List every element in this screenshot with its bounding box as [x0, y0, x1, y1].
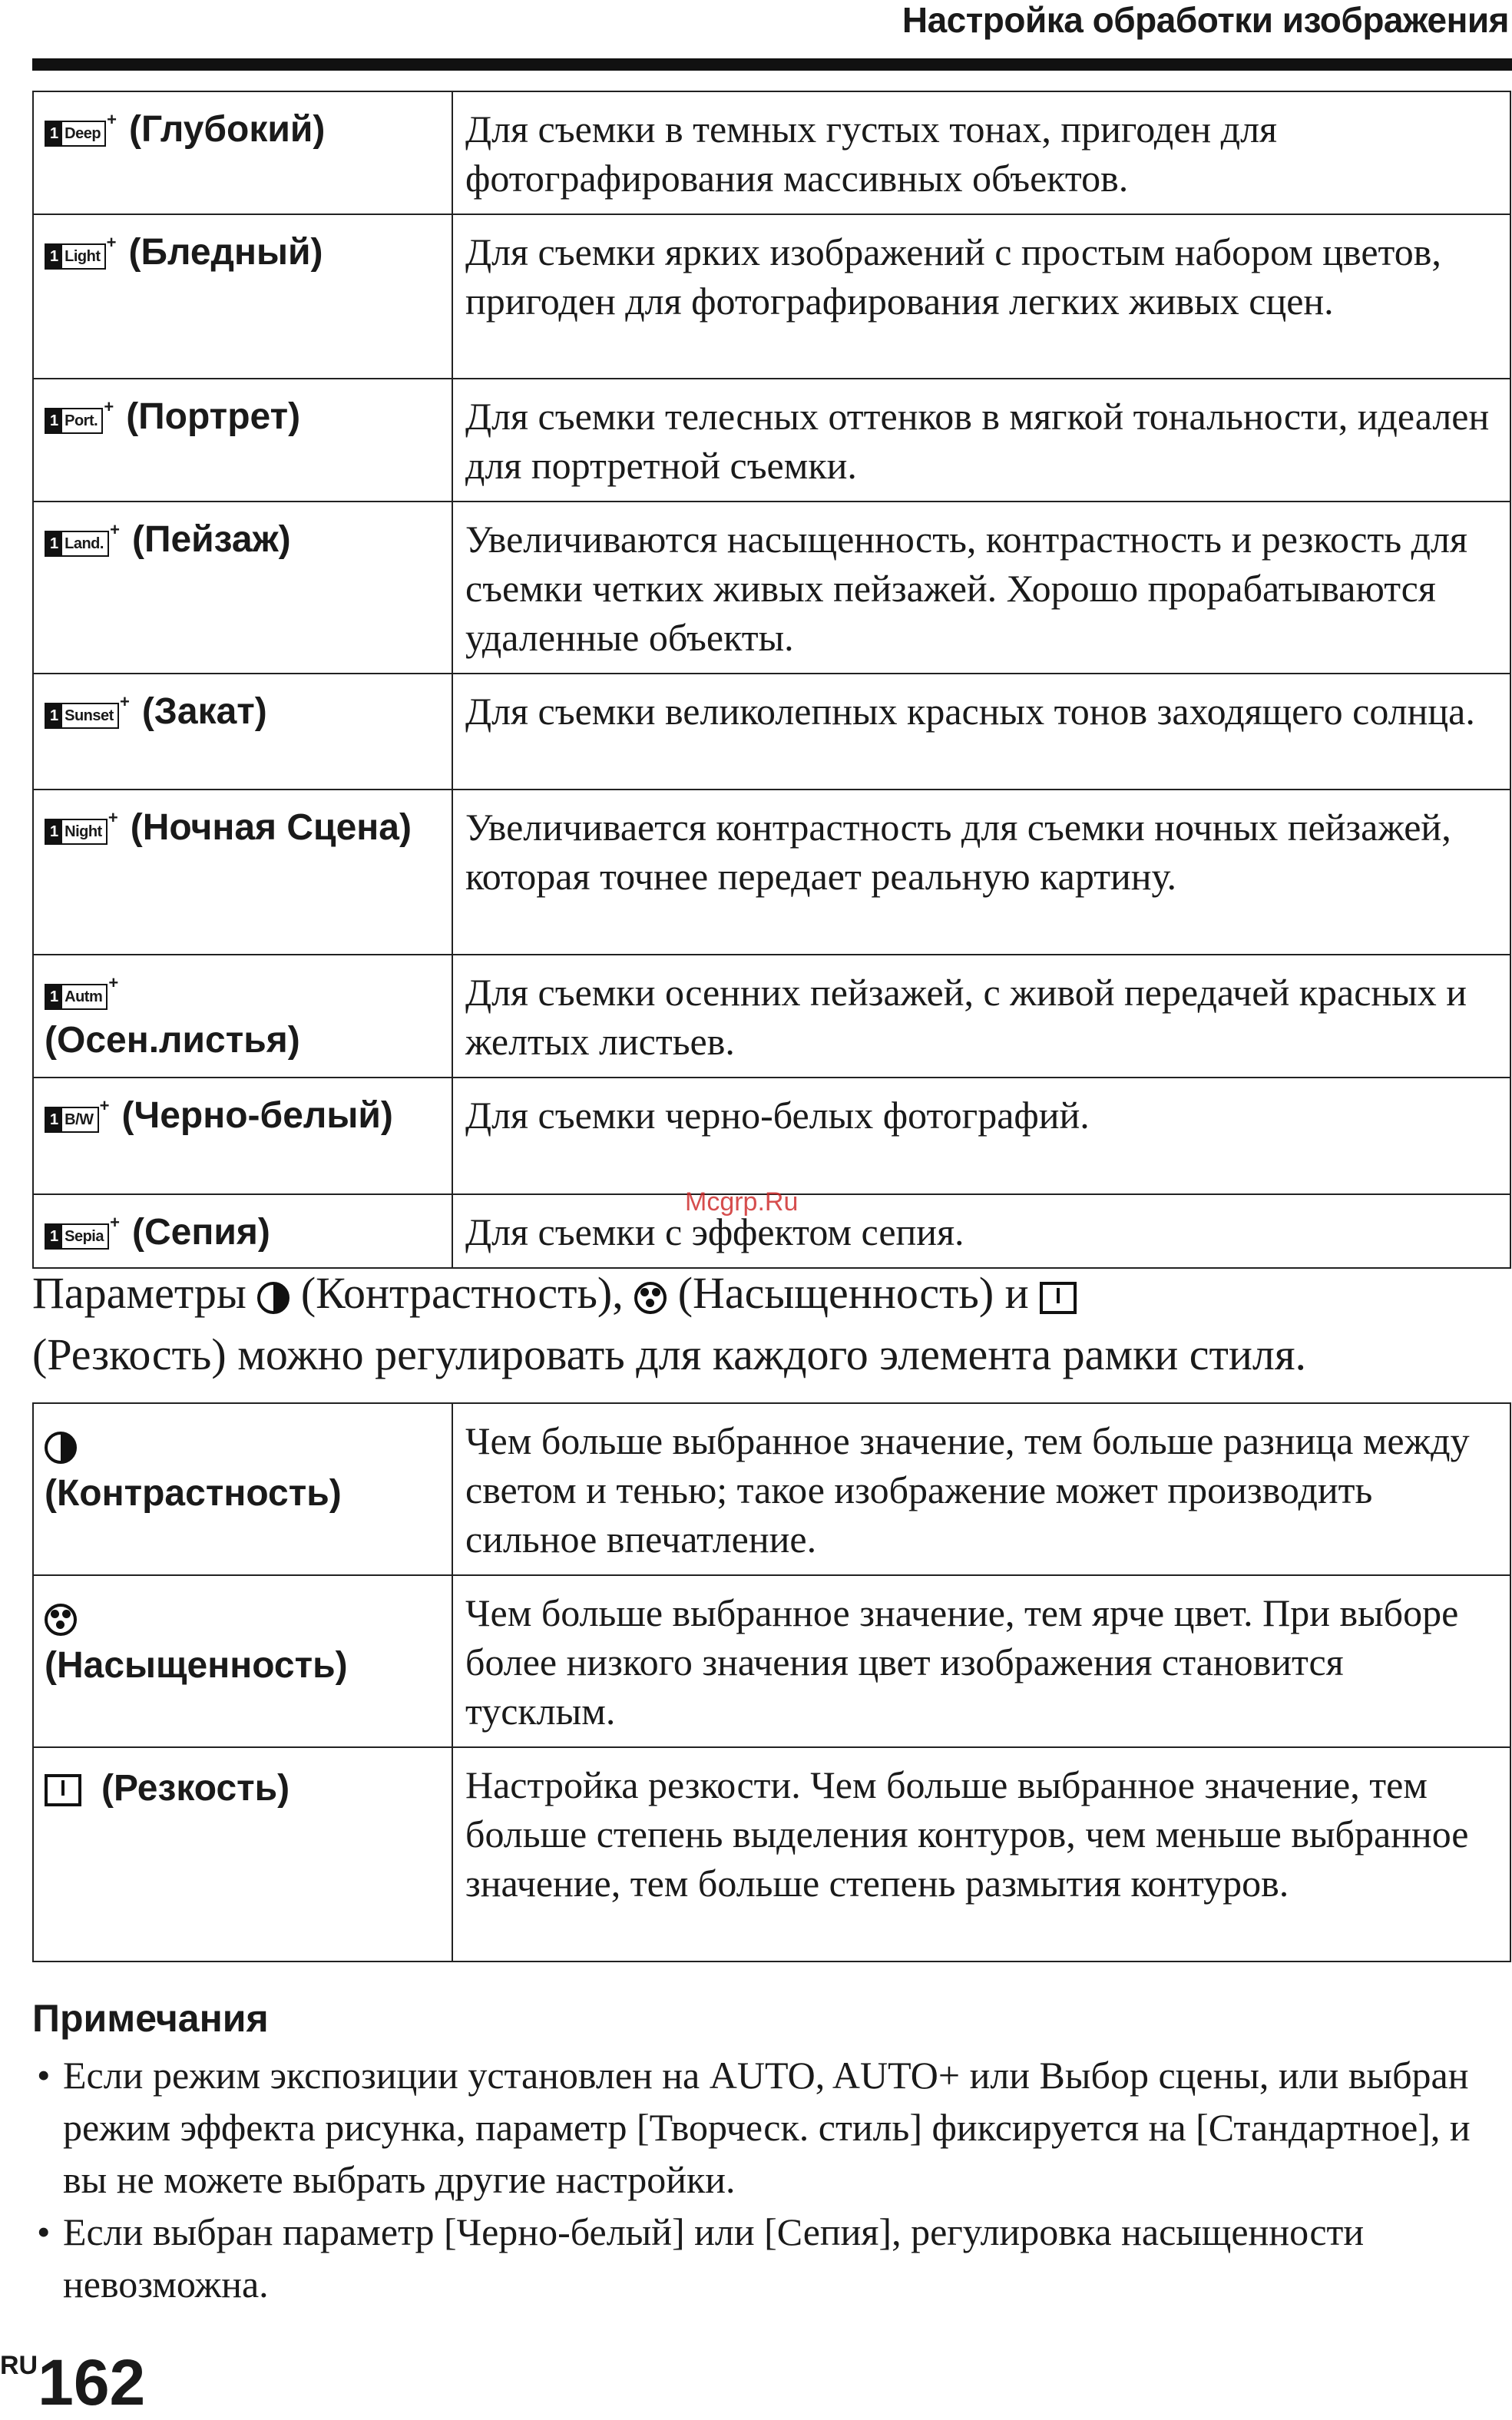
- intro-text: Параметры: [32, 1268, 246, 1318]
- style-label: (Ночная Сцена): [130, 807, 412, 848]
- parameters-table: [32, 1402, 1511, 1962]
- portrait-style-icon: 1 Port. +: [45, 408, 103, 434]
- style-description: Для съемки с эффектом сепия.: [452, 1194, 1510, 1268]
- table-row: [33, 214, 1510, 379]
- table-row: [33, 790, 1510, 955]
- style-label: (Осен.листья): [45, 1020, 300, 1061]
- style-label: (Сепия): [131, 1212, 270, 1253]
- sharpness-icon: [1040, 1282, 1077, 1314]
- list-item: • Если режим экспозиции установлен на AUTO, AUTO+ или Выбор сцены, или выбран режим эффекта рисунка, параметр [Творческ. стиль] фиксируется на [Стандартное], и вы не можете выбрать другие настройки.: [37, 2054, 1471, 2201]
- style-name-cell: [33, 1078, 452, 1194]
- style-label: (Пейзаж): [131, 519, 291, 560]
- deep-style-icon: 1 Deep +: [45, 121, 106, 147]
- style-description: Для съемки великолепных красных тонов заходящего солнца.: [452, 674, 1510, 790]
- style-name-cell: [33, 1194, 452, 1268]
- header-rule: [32, 58, 1512, 71]
- style-label: (Бледный): [128, 232, 323, 273]
- notes-list: [32, 2049, 1511, 2310]
- landscape-style-icon: 1 Land. +: [45, 531, 109, 557]
- style-name-cell: [33, 214, 452, 379]
- sharpness-icon: [45, 1774, 81, 1806]
- param-description: Настройка резкости. Чем больше выбранное значение, тем больше степень выделения контуров, чем меньше выбранное значение, тем больше степень размытия контуров.: [452, 1747, 1510, 1961]
- style-label: (Глубокий): [129, 109, 326, 150]
- style-description: Для съемки осенних пейзажей, с живой передачей красных и желтых листьев.: [452, 955, 1510, 1078]
- style-name-cell: [33, 674, 452, 790]
- page-number-value: 162: [38, 2346, 146, 2418]
- style-description: Для съемки черно-белых фотографий.: [452, 1078, 1510, 1194]
- style-description: Увеличиваются насыщенность, контрастность и резкость для съемки четких живых пейзажей. Хорошо прорабатываются удаленные объекты.: [452, 502, 1510, 674]
- page-header-title: Настройка обработки изображения: [902, 0, 1509, 40]
- notes-heading: Примечания: [32, 1997, 269, 2040]
- table-row: [33, 379, 1510, 502]
- table-row: [33, 1747, 1510, 1961]
- style-description: Для съемки ярких изображений с простым набором цветов, пригоден для фотографирования легких живых сцен.: [452, 214, 1510, 379]
- param-description: Чем больше выбранное значение, тем больше разница между светом и тенью; такое изображение может производить сильное впечатление.: [452, 1403, 1510, 1575]
- intro-contrast-text: (Контрастность),: [300, 1268, 624, 1318]
- param-name-cell: [33, 1575, 452, 1747]
- param-label: (Резкость): [101, 1768, 290, 1809]
- contrast-icon: [45, 1432, 77, 1464]
- style-description: Для съемки телесных оттенков в мягкой тональности, идеален для портретной съемки.: [452, 379, 1510, 502]
- style-label: (Черно-белый): [121, 1095, 393, 1136]
- style-description: Увеличивается контрастность для съемки ночных пейзажей, которая точнее передает реальную картину.: [452, 790, 1510, 955]
- creative-style-table: [32, 91, 1511, 1269]
- watermark: Mcgrp.Ru: [685, 1187, 799, 1217]
- sunset-style-icon: 1 Sunset +: [45, 703, 119, 729]
- param-name-cell: [33, 1747, 452, 1961]
- style-name-cell: [33, 955, 452, 1078]
- contrast-icon: [257, 1282, 289, 1314]
- intro-saturation-text: (Насыщенность) и: [677, 1268, 1029, 1318]
- param-description: Чем больше выбранное значение, тем ярче цвет. При выборе более низкого значения цвет изображения становится тусклым.: [452, 1575, 1510, 1747]
- param-label: (Насыщенность): [45, 1645, 348, 1686]
- style-label: (Портрет): [126, 396, 301, 437]
- table-row: [33, 1078, 1510, 1194]
- param-label: (Контрастность): [45, 1473, 342, 1514]
- list-item: • Если выбран параметр [Черно-белый] или [Сепия], регулировка насыщенности невозможна.: [37, 2210, 1365, 2306]
- style-description: Для съемки в темных густых тонах, пригоден для фотографирования массивных объектов.: [452, 91, 1510, 214]
- light-style-icon: 1 Light +: [45, 243, 106, 270]
- table-row: [33, 91, 1510, 214]
- page-number: [0, 2346, 146, 2418]
- note-text: Если выбран параметр [Черно-белый] или [Сепия], регулировка насыщенности невозможна.: [63, 2210, 1365, 2306]
- saturation-icon: [45, 1604, 77, 1636]
- autumn-leaves-style-icon: 1 Autm +: [45, 984, 108, 1010]
- style-name-cell: [33, 502, 452, 674]
- table-row: [33, 674, 1510, 790]
- style-name-cell: [33, 91, 452, 214]
- param-name-cell: [33, 1403, 452, 1575]
- style-name-cell: [33, 379, 452, 502]
- intro-rest-text: (Резкость) можно регулировать для каждого элемента рамки стиля.: [32, 1329, 1307, 1379]
- note-text: Если режим экспозиции установлен на AUTO, AUTO+ или Выбор сцены, или выбран режим эффекта рисунка, параметр [Творческ. стиль] фиксируется на [Стандартное], и вы не можете выбрать другие настройки.: [63, 2054, 1471, 2201]
- table-row: [33, 955, 1510, 1078]
- table-row: [33, 1403, 1510, 1575]
- black-white-style-icon: 1 B/W +: [45, 1107, 99, 1133]
- style-label: (Закат): [141, 691, 267, 732]
- style-name-cell: [33, 790, 452, 955]
- sepia-style-icon: 1 Sepia +: [45, 1223, 109, 1250]
- table-row: [33, 502, 1510, 674]
- table-row: [33, 1575, 1510, 1747]
- page-language-code: RU: [0, 2351, 38, 2380]
- night-scene-style-icon: 1 Night +: [45, 819, 108, 845]
- intro-paragraph: [32, 1263, 1511, 1385]
- saturation-icon: [634, 1282, 667, 1314]
